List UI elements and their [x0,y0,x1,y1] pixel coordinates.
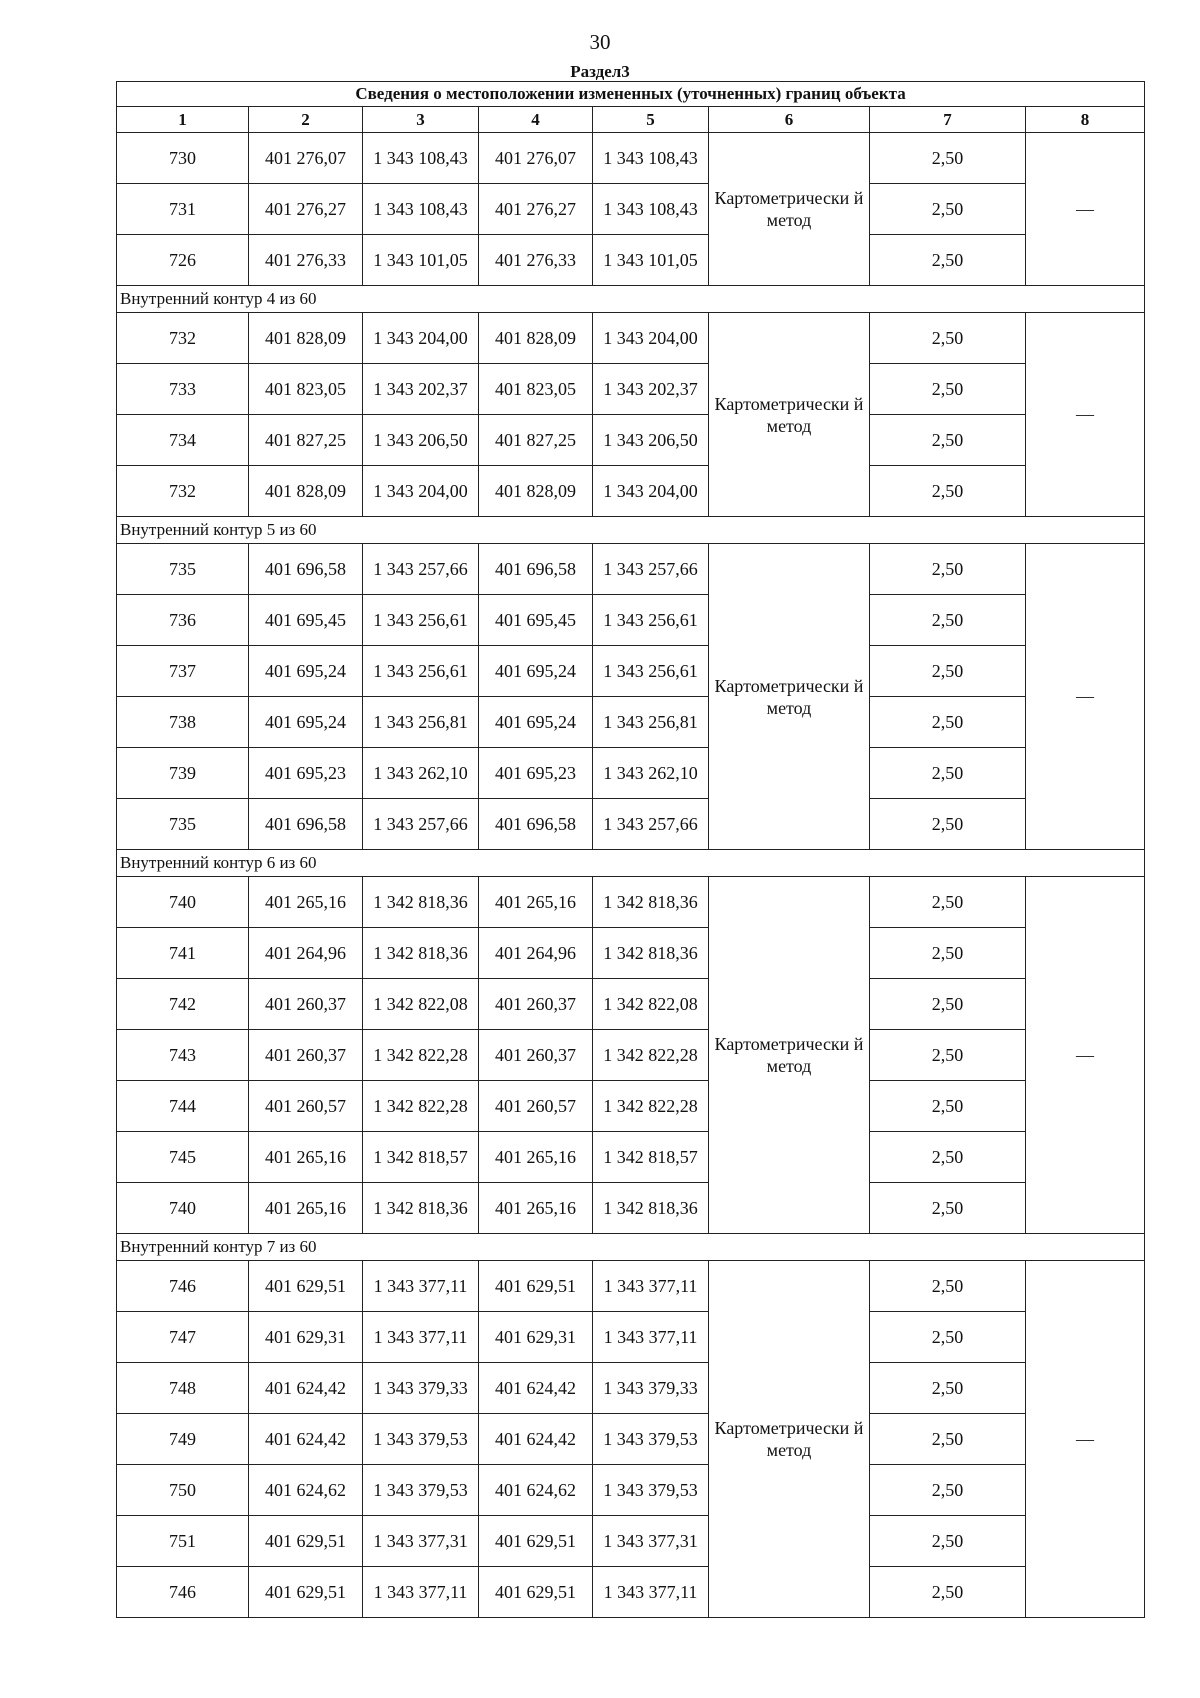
accuracy-value: 2,50 [870,1363,1026,1414]
y-coordinate-old: 1 343 108,43 [363,184,479,235]
point-number: 747 [117,1312,249,1363]
y-coordinate-old: 1 343 108,43 [363,133,479,184]
y-coordinate-old: 1 343 379,33 [363,1363,479,1414]
accuracy-value: 2,50 [870,1183,1026,1234]
table-row [117,799,1145,850]
contour-label-row [117,850,1145,877]
y-coordinate-new: 1 343 377,11 [593,1312,709,1363]
x-coordinate-new: 401 629,51 [479,1567,593,1618]
table-row [117,979,1145,1030]
x-coordinate-new: 401 276,33 [479,235,593,286]
y-coordinate-old: 1 343 256,81 [363,697,479,748]
x-coordinate-old: 401 695,23 [249,748,363,799]
x-coordinate-old: 401 696,58 [249,544,363,595]
y-coordinate-old: 1 343 257,66 [363,544,479,595]
x-coordinate-new: 401 264,96 [479,928,593,979]
contour-label: Внутренний контур 4 из 60 [117,286,1145,313]
column-number: 4 [479,107,593,133]
point-number: 731 [117,184,249,235]
accuracy-value: 2,50 [870,646,1026,697]
y-coordinate-new: 1 342 818,36 [593,1183,709,1234]
y-coordinate-new: 1 343 257,66 [593,799,709,850]
y-coordinate-old: 1 343 256,61 [363,646,479,697]
accuracy-value: 2,50 [870,1516,1026,1567]
x-coordinate-new: 401 696,58 [479,799,593,850]
point-number: 748 [117,1363,249,1414]
y-coordinate-old: 1 343 379,53 [363,1465,479,1516]
y-coordinate-new: 1 343 206,50 [593,415,709,466]
accuracy-value: 2,50 [870,877,1026,928]
point-number: 740 [117,877,249,928]
y-coordinate-new: 1 343 379,53 [593,1414,709,1465]
point-number: 751 [117,1516,249,1567]
x-coordinate-new: 401 624,42 [479,1363,593,1414]
accuracy-value: 2,50 [870,235,1026,286]
x-coordinate-old: 401 276,07 [249,133,363,184]
point-number: 749 [117,1414,249,1465]
x-coordinate-new: 401 265,16 [479,1132,593,1183]
contour-label-row [117,286,1145,313]
x-coordinate-new: 401 265,16 [479,1183,593,1234]
point-number: 730 [117,133,249,184]
column-number-row [117,107,1145,133]
x-coordinate-new: 401 624,62 [479,1465,593,1516]
x-coordinate-old: 401 260,57 [249,1081,363,1132]
x-coordinate-new: 401 629,31 [479,1312,593,1363]
accuracy-value: 2,50 [870,1465,1026,1516]
table-row [117,133,1145,184]
y-coordinate-new: 1 343 262,10 [593,748,709,799]
table-row [117,877,1145,928]
contour-label: Внутренний контур 7 из 60 [117,1234,1145,1261]
table-row [117,748,1145,799]
point-number: 744 [117,1081,249,1132]
table-row [117,1132,1145,1183]
y-coordinate-new: 1 342 822,28 [593,1030,709,1081]
column-number: 6 [709,107,870,133]
x-coordinate-new: 401 260,37 [479,1030,593,1081]
x-coordinate-new: 401 823,05 [479,364,593,415]
point-number: 737 [117,646,249,697]
accuracy-value: 2,50 [870,1261,1026,1312]
determination-method: Картометрически й метод [709,133,870,286]
page-number: 30 [589,30,611,54]
contour-label: Внутренний контур 5 из 60 [117,517,1145,544]
table-row [117,364,1145,415]
y-coordinate-new: 1 343 204,00 [593,313,709,364]
y-coordinate-old: 1 343 379,53 [363,1414,479,1465]
table-row [117,646,1145,697]
table-row [117,697,1145,748]
point-number: 732 [117,466,249,517]
x-coordinate-new: 401 828,09 [479,313,593,364]
x-coordinate-old: 401 265,16 [249,1132,363,1183]
table-caption-row [117,82,1145,107]
point-number: 732 [117,313,249,364]
x-coordinate-old: 401 260,37 [249,979,363,1030]
x-coordinate-new: 401 696,58 [479,544,593,595]
x-coordinate-new: 401 260,57 [479,1081,593,1132]
table-row [117,235,1145,286]
x-coordinate-old: 401 827,25 [249,415,363,466]
table-row [117,1081,1145,1132]
table-row [117,466,1145,517]
y-coordinate-new: 1 343 101,05 [593,235,709,286]
contour-label-row [117,517,1145,544]
column-8-dash: — [1026,1261,1145,1618]
y-coordinate-new: 1 343 379,33 [593,1363,709,1414]
y-coordinate-new: 1 343 256,61 [593,595,709,646]
y-coordinate-old: 1 343 101,05 [363,235,479,286]
point-number: 741 [117,928,249,979]
accuracy-value: 2,50 [870,184,1026,235]
x-coordinate-new: 401 695,24 [479,697,593,748]
y-coordinate-new: 1 343 377,11 [593,1567,709,1618]
column-8-dash: — [1026,544,1145,850]
accuracy-value: 2,50 [870,1312,1026,1363]
y-coordinate-new: 1 343 377,11 [593,1261,709,1312]
table-row [117,415,1145,466]
point-number: 750 [117,1465,249,1516]
point-number: 726 [117,235,249,286]
x-coordinate-old: 401 696,58 [249,799,363,850]
y-coordinate-old: 1 343 204,00 [363,466,479,517]
determination-method: Картометрически й метод [709,877,870,1234]
y-coordinate-old: 1 343 377,11 [363,1312,479,1363]
determination-method: Картометрически й метод [709,1261,870,1618]
accuracy-value: 2,50 [870,466,1026,517]
point-number: 736 [117,595,249,646]
x-coordinate-old: 401 828,09 [249,313,363,364]
accuracy-value: 2,50 [870,1132,1026,1183]
y-coordinate-new: 1 343 204,00 [593,466,709,517]
x-coordinate-new: 401 260,37 [479,979,593,1030]
y-coordinate-new: 1 343 257,66 [593,544,709,595]
accuracy-value: 2,50 [870,697,1026,748]
accuracy-value: 2,50 [870,595,1026,646]
x-coordinate-new: 401 276,07 [479,133,593,184]
point-number: 735 [117,799,249,850]
accuracy-value: 2,50 [870,1030,1026,1081]
contour-label-row [117,1234,1145,1261]
y-coordinate-new: 1 343 379,53 [593,1465,709,1516]
accuracy-value: 2,50 [870,415,1026,466]
x-coordinate-new: 401 827,25 [479,415,593,466]
y-coordinate-new: 1 342 822,28 [593,1081,709,1132]
table-row [117,1414,1145,1465]
table-caption: Сведения о местоположении измененных (уточненных) границ объекта [117,82,1145,107]
y-coordinate-old: 1 342 818,36 [363,928,479,979]
accuracy-value: 2,50 [870,544,1026,595]
y-coordinate-old: 1 342 822,08 [363,979,479,1030]
x-coordinate-old: 401 624,42 [249,1414,363,1465]
y-coordinate-new: 1 343 377,31 [593,1516,709,1567]
y-coordinate-old: 1 343 377,11 [363,1261,479,1312]
x-coordinate-old: 401 695,45 [249,595,363,646]
column-number: 1 [117,107,249,133]
x-coordinate-new: 401 695,24 [479,646,593,697]
y-coordinate-old: 1 343 204,00 [363,313,479,364]
accuracy-value: 2,50 [870,1414,1026,1465]
point-number: 735 [117,544,249,595]
y-coordinate-old: 1 343 377,11 [363,1567,479,1618]
y-coordinate-new: 1 342 822,08 [593,979,709,1030]
x-coordinate-old: 401 624,62 [249,1465,363,1516]
column-number: 5 [593,107,709,133]
table-row [117,544,1145,595]
table-row [117,1030,1145,1081]
accuracy-value: 2,50 [870,928,1026,979]
accuracy-value: 2,50 [870,313,1026,364]
y-coordinate-old: 1 342 818,36 [363,1183,479,1234]
x-coordinate-new: 401 624,42 [479,1414,593,1465]
x-coordinate-old: 401 629,51 [249,1516,363,1567]
x-coordinate-old: 401 276,27 [249,184,363,235]
point-number: 742 [117,979,249,1030]
x-coordinate-old: 401 629,51 [249,1261,363,1312]
y-coordinate-old: 1 343 262,10 [363,748,479,799]
x-coordinate-old: 401 265,16 [249,877,363,928]
table-row [117,928,1145,979]
accuracy-value: 2,50 [870,748,1026,799]
y-coordinate-old: 1 342 818,36 [363,877,479,928]
x-coordinate-new: 401 828,09 [479,466,593,517]
y-coordinate-new: 1 342 818,36 [593,877,709,928]
y-coordinate-new: 1 343 256,81 [593,697,709,748]
accuracy-value: 2,50 [870,979,1026,1030]
contour-label: Внутренний контур 6 из 60 [117,850,1145,877]
section-title: Раздел3 [570,62,630,81]
y-coordinate-new: 1 343 202,37 [593,364,709,415]
y-coordinate-old: 1 343 256,61 [363,595,479,646]
y-coordinate-old: 1 342 822,28 [363,1030,479,1081]
x-coordinate-old: 401 276,33 [249,235,363,286]
boundary-coordinates-table [116,81,1145,1618]
x-coordinate-old: 401 828,09 [249,466,363,517]
x-coordinate-old: 401 823,05 [249,364,363,415]
column-number: 8 [1026,107,1145,133]
accuracy-value: 2,50 [870,364,1026,415]
accuracy-value: 2,50 [870,799,1026,850]
table-row [117,1183,1145,1234]
column-number: 3 [363,107,479,133]
x-coordinate-old: 401 265,16 [249,1183,363,1234]
table-row [117,1363,1145,1414]
x-coordinate-old: 401 629,31 [249,1312,363,1363]
point-number: 743 [117,1030,249,1081]
x-coordinate-new: 401 629,51 [479,1516,593,1567]
column-number: 2 [249,107,363,133]
point-number: 746 [117,1261,249,1312]
x-coordinate-old: 401 695,24 [249,646,363,697]
accuracy-value: 2,50 [870,1567,1026,1618]
determination-method: Картометрически й метод [709,544,870,850]
table-row [117,1567,1145,1618]
y-coordinate-old: 1 342 822,28 [363,1081,479,1132]
point-number: 746 [117,1567,249,1618]
x-coordinate-new: 401 695,45 [479,595,593,646]
point-number: 734 [117,415,249,466]
x-coordinate-new: 401 276,27 [479,184,593,235]
table-row [117,313,1145,364]
accuracy-value: 2,50 [870,133,1026,184]
y-coordinate-new: 1 342 818,36 [593,928,709,979]
table-row [117,1312,1145,1363]
y-coordinate-new: 1 343 108,43 [593,184,709,235]
y-coordinate-new: 1 343 108,43 [593,133,709,184]
x-coordinate-old: 401 260,37 [249,1030,363,1081]
x-coordinate-old: 401 624,42 [249,1363,363,1414]
column-8-dash: — [1026,133,1145,286]
table-row [117,595,1145,646]
y-coordinate-new: 1 342 818,57 [593,1132,709,1183]
accuracy-value: 2,50 [870,1081,1026,1132]
column-number: 7 [870,107,1026,133]
table-row [117,1465,1145,1516]
y-coordinate-old: 1 343 257,66 [363,799,479,850]
table-row [117,1261,1145,1312]
x-coordinate-new: 401 629,51 [479,1261,593,1312]
point-number: 740 [117,1183,249,1234]
column-8-dash: — [1026,313,1145,517]
y-coordinate-old: 1 343 202,37 [363,364,479,415]
y-coordinate-old: 1 342 818,57 [363,1132,479,1183]
point-number: 739 [117,748,249,799]
point-number: 733 [117,364,249,415]
column-8-dash: — [1026,877,1145,1234]
table-row [117,1516,1145,1567]
determination-method: Картометрически й метод [709,313,870,517]
x-coordinate-old: 401 264,96 [249,928,363,979]
y-coordinate-old: 1 343 377,31 [363,1516,479,1567]
point-number: 745 [117,1132,249,1183]
x-coordinate-new: 401 265,16 [479,877,593,928]
x-coordinate-old: 401 695,24 [249,697,363,748]
y-coordinate-new: 1 343 256,61 [593,646,709,697]
x-coordinate-new: 401 695,23 [479,748,593,799]
point-number: 738 [117,697,249,748]
y-coordinate-old: 1 343 206,50 [363,415,479,466]
table-row [117,184,1145,235]
x-coordinate-old: 401 629,51 [249,1567,363,1618]
